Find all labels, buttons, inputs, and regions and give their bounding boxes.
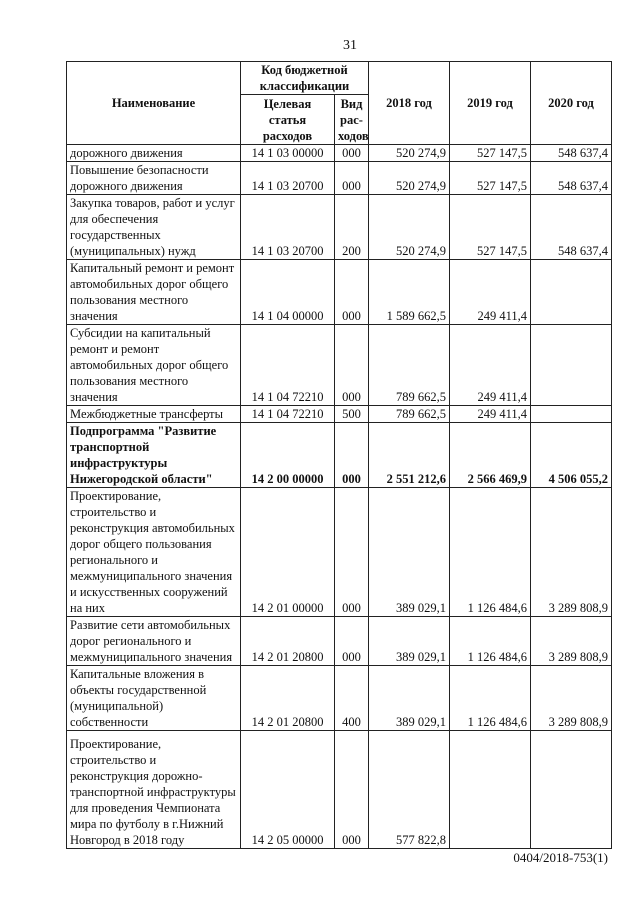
- row-2020: [531, 731, 612, 849]
- row-name: Межбюджетные трансферты: [67, 406, 241, 423]
- row-2020: 3 289 808,9: [531, 488, 612, 617]
- document-code: 0404/2018-753(1): [513, 850, 608, 865]
- row-type: 000: [335, 731, 369, 849]
- row-type: 200: [335, 195, 369, 260]
- table-row: [67, 423, 612, 488]
- row-2019: 249 411,4: [450, 260, 531, 325]
- header-kbk: Код бюджетной классификации: [241, 62, 369, 95]
- row-2019: 527 147,5: [450, 195, 531, 260]
- row-2019: 2 566 469,9: [450, 423, 531, 488]
- row-code: 14 2 05 00000: [241, 731, 335, 849]
- row-2018: 577 822,8: [369, 731, 450, 849]
- row-code: 14 1 03 00000: [241, 145, 335, 162]
- row-name: Проектирование, строительство и реконструкция автомобильных дорог общего пользования регионального и межмуниципального значения и искусственных сооружений на них: [67, 488, 241, 617]
- row-code: 14 1 04 00000: [241, 260, 335, 325]
- page-number: 31: [343, 38, 357, 53]
- row-2020: 3 289 808,9: [531, 617, 612, 666]
- row-2020: 548 637,4: [531, 145, 612, 162]
- table-row: [67, 731, 612, 849]
- row-2018: 2 551 212,6: [369, 423, 450, 488]
- row-2019: 1 126 484,6: [450, 488, 531, 617]
- row-code: 14 2 01 20800: [241, 666, 335, 731]
- table-row: [67, 488, 612, 617]
- row-2020: 548 637,4: [531, 195, 612, 260]
- row-2018: 789 662,5: [369, 325, 450, 406]
- row-type: 000: [335, 145, 369, 162]
- row-name: Субсидии на капитальный ремонт и ремонт автомобильных дорог общего пользования местного значения: [67, 325, 241, 406]
- table-row: [67, 617, 612, 666]
- row-code: 14 1 04 72210: [241, 406, 335, 423]
- row-2020: [531, 325, 612, 406]
- header-type: Вид рас- ходов: [335, 95, 369, 145]
- row-type: 000: [335, 423, 369, 488]
- row-2020: 4 506 055,2: [531, 423, 612, 488]
- budget-table: [66, 61, 612, 849]
- row-type: 400: [335, 666, 369, 731]
- row-code: 14 1 03 20700: [241, 162, 335, 195]
- row-name: Развитие сети автомобильных дорог регионального и межмуниципального значения: [67, 617, 241, 666]
- row-2019: 1 126 484,6: [450, 666, 531, 731]
- row-2018: 389 029,1: [369, 617, 450, 666]
- row-name: Подпрограмма "Развитие транспортной инфраструктуры Нижегородской области": [67, 423, 241, 488]
- table-row: [67, 325, 612, 406]
- table-row: [67, 145, 612, 162]
- row-2018: 389 029,1: [369, 666, 450, 731]
- table-row: [67, 195, 612, 260]
- header-name: Наименование: [67, 62, 241, 145]
- row-name: Повышение безопасности дорожного движения: [67, 162, 241, 195]
- row-code: 14 2 01 20800: [241, 617, 335, 666]
- row-2020: 548 637,4: [531, 162, 612, 195]
- row-code: 14 2 01 00000: [241, 488, 335, 617]
- row-name: Проектирование, строительство и реконструкция дорожно-транспортной инфраструктуры для проведения Чемпионата мира по футболу в г.Нижний Новгород в 2018 году: [67, 731, 241, 849]
- row-2018: 520 274,9: [369, 162, 450, 195]
- row-name: дорожного движения: [67, 145, 241, 162]
- row-code: 14 1 03 20700: [241, 195, 335, 260]
- row-2018: 520 274,9: [369, 195, 450, 260]
- row-2018: 520 274,9: [369, 145, 450, 162]
- row-2019: 527 147,5: [450, 145, 531, 162]
- table-row: [67, 260, 612, 325]
- row-code: 14 2 00 00000: [241, 423, 335, 488]
- row-2020: 3 289 808,9: [531, 666, 612, 731]
- row-2020: [531, 260, 612, 325]
- row-2019: 527 147,5: [450, 162, 531, 195]
- table-row: [67, 406, 612, 423]
- header-2019: 2019 год: [450, 62, 531, 145]
- row-type: 000: [335, 162, 369, 195]
- row-type: 000: [335, 325, 369, 406]
- row-type: 000: [335, 260, 369, 325]
- header-2018: 2018 год: [369, 62, 450, 145]
- row-2019: 249 411,4: [450, 406, 531, 423]
- table-row: [67, 162, 612, 195]
- table-row: [67, 666, 612, 731]
- row-name: Капитальные вложения в объекты государственной (муниципальной) собственности: [67, 666, 241, 731]
- header-target: Целевая статья расходов: [241, 95, 335, 145]
- row-2018: 389 029,1: [369, 488, 450, 617]
- row-code: 14 1 04 72210: [241, 325, 335, 406]
- row-2019: 249 411,4: [450, 325, 531, 406]
- row-2018: 1 589 662,5: [369, 260, 450, 325]
- row-name: Капитальный ремонт и ремонт автомобильных дорог общего пользования местного значения: [67, 260, 241, 325]
- row-type: 000: [335, 488, 369, 617]
- row-2018: 789 662,5: [369, 406, 450, 423]
- row-2019: [450, 731, 531, 849]
- row-2020: [531, 406, 612, 423]
- row-name: Закупка товаров, работ и услуг для обеспечения государственных (муниципальных) нужд: [67, 195, 241, 260]
- row-2019: 1 126 484,6: [450, 617, 531, 666]
- row-type: 500: [335, 406, 369, 423]
- row-type: 000: [335, 617, 369, 666]
- header-2020: 2020 год: [531, 62, 612, 145]
